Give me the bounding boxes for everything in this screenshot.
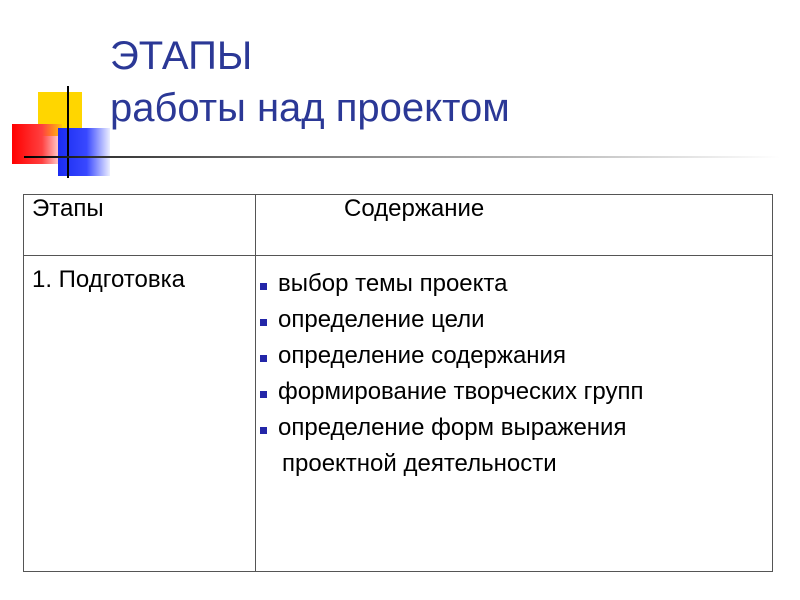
red-square — [12, 124, 62, 164]
square-bullet-icon — [260, 355, 267, 362]
decorative-logo — [0, 0, 110, 190]
table-header-row — [24, 195, 773, 256]
list-item: выбор темы проекта — [256, 266, 772, 302]
blue-square — [58, 128, 110, 176]
header-stages: Этапы — [24, 195, 256, 256]
title-line-2: работы над проектом — [110, 86, 510, 130]
logo-vertical-line — [67, 86, 69, 178]
list-item: определение содержания — [256, 338, 772, 374]
title-line-1: ЭТАПЫ — [110, 34, 253, 78]
list-item: определение цели — [256, 302, 772, 338]
content-cell — [256, 256, 773, 572]
square-bullet-icon — [260, 319, 267, 326]
square-bullet-icon — [260, 427, 267, 434]
list-item-continuation: проектной деятельности — [282, 450, 557, 477]
stage-cell: 1. Подготовка — [24, 256, 256, 572]
header-content: Содержание — [256, 195, 773, 256]
stages-table — [23, 194, 773, 572]
list-item: определение форм выражения — [256, 410, 772, 446]
square-bullet-icon — [260, 283, 267, 290]
title-divider — [24, 156, 780, 158]
slide-title — [110, 30, 510, 134]
table-row — [24, 256, 773, 572]
square-bullet-icon — [260, 391, 267, 398]
list-item: формирование творческих групп — [256, 374, 772, 410]
content-list — [256, 266, 772, 446]
